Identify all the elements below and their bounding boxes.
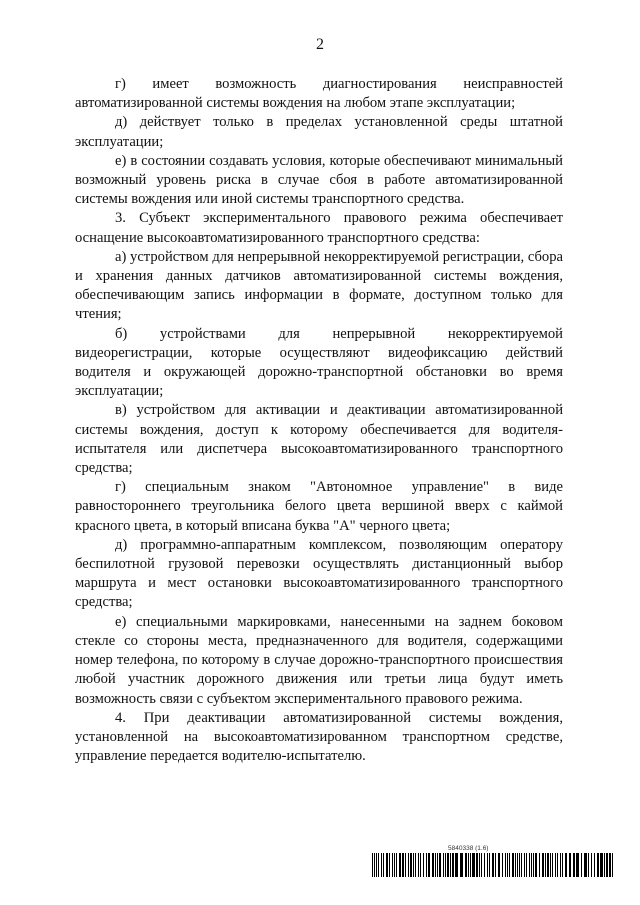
paragraph-clause-3: 3. Субъект экспериментального правового режима обеспечивает оснащение высокоавтоматизированного транспортного средства:	[75, 210, 563, 246]
barcode	[372, 853, 616, 882]
paragraph-item-d: д) действует только в пределах установленной среды штатной эксплуатации;	[75, 114, 563, 150]
paragraph-clause-4: 4. При деактивации автоматизированной системы вождения, установленной на высокоавтоматизированном транспортном средстве, управление передается водителю-испытателю.	[75, 709, 563, 765]
paragraph-item-v: в) устройством для активации и деактивации автоматизированной системы вождения, доступ к которому обеспечивается для водителя-испытателя или диспетчера высокоавтоматизированного транспортного средства;	[75, 402, 563, 477]
barcode-icon	[372, 853, 616, 877]
paragraph-item-e-marking: е) специальными маркировками, нанесенными на заднем боковом стекле со стороны места, предназначенного для водителя, содержащими номер телефона, по которому в случае дорожно-транспортного происшествия любой участник дорожного движения или третьи лица будут иметь возможность связи с субъектом экспериментального правового режима.	[75, 613, 563, 707]
paragraph-item-g: г) имеет возможность диагностирования неисправностей автоматизированной системы вождения на любом этапе эксплуатации;	[75, 76, 563, 112]
paragraph-item-a: а) устройством для непрерывной некорректируемой регистрации, сбора и хранения данных датчиков автоматизированной системы вождения, обеспечивающим запись информации в формате, доступном только для чтения;	[75, 248, 563, 323]
paragraph-item-d-complex: д) программно-аппаратным комплексом, позволяющим оператору беспилотной грузовой перевозки осуществлять дистанционный выбор маршрута и мест остановки высокоавтоматизированного транспортного средства;	[75, 536, 563, 611]
paragraph-item-e: е) в состоянии создавать условия, которые обеспечивают минимальный возможный уровень риска в случае сбоя в работе автоматизированной системы вождения или иной системы транспортного средства.	[75, 152, 563, 208]
paragraph-item-b: б) устройствами для непрерывной некорректируемой видеорегистрации, которые осуществляют видеофиксацию действий водителя и окружающей дорожно-транспортной обстановки во время эксплуатации;	[75, 325, 563, 400]
document-body	[75, 75, 563, 766]
paragraph-item-g-sign: г) специальным знаком "Автономное управление" в виде равностороннего треугольника белого цвета вершиной вверх с каймой красного цвета, в который вписана буква "А" черного цвета;	[75, 479, 563, 534]
document-code: 5840338 (1.6)	[448, 845, 489, 852]
page-number: 2	[316, 36, 324, 53]
